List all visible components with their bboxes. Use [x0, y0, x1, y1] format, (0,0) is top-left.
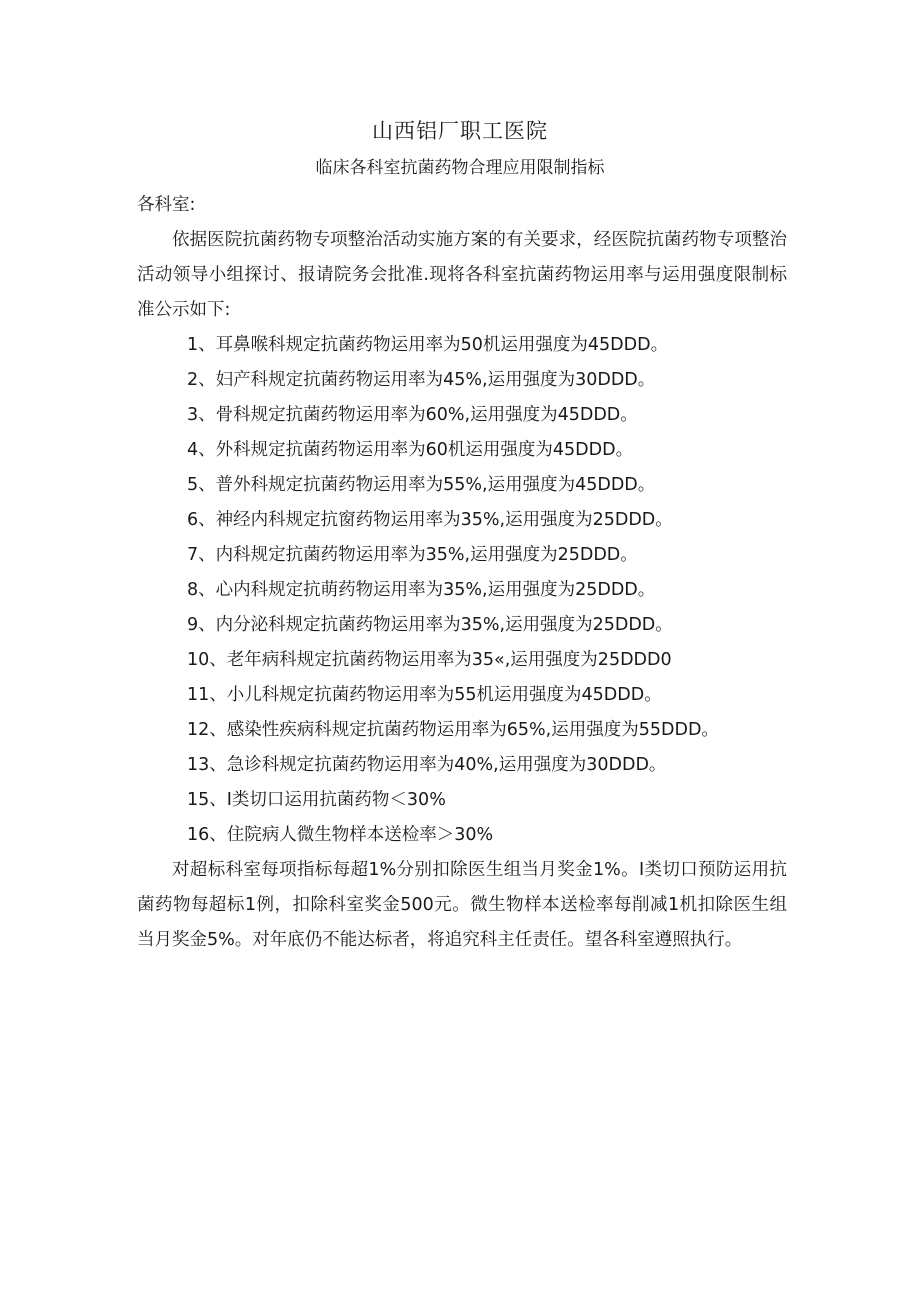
list-item: 12、感染性疾病科规定抗菌药物运用率为65%,运用强度为55DDD。: [187, 720, 719, 740]
list-item: 10、老年病科规定抗菌药物运用率为35«,运用强度为25DDD0: [187, 650, 672, 670]
list-item: 1、耳鼻喉科规定抗菌药物运用率为50机运用强度为45DDD。: [187, 335, 669, 355]
closing-paragraph: 对超标科室每项指标每超1%分别扣除医生组当月奖金1%。I类切口预防运用抗菌药物每超标1例，扣除科室奖金500元。微生物样本送检率每削减1机扣除医生组当月奖金5%。对年底仍不能达标者，将追究科主任责任。望各科室遵照执行。: [137, 860, 787, 950]
salutation: 各科室:: [137, 195, 196, 215]
list-item: 8、心内科规定抗萌药物运用率为35%,运用强度为25DDD。: [187, 580, 656, 600]
list-item: 9、内分泌科规定抗菌药物运用率为35%,运用强度为25DDD。: [187, 615, 673, 635]
list-item: 3、骨科规定抗菌药物运用率为60%,运用强度为45DDD。: [187, 405, 638, 425]
list-item: 11、小儿科规定抗菌药物运用率为55机运用强度为45DDD。: [187, 685, 662, 705]
document-title: 临床各科室抗菌药物合理应用限制指标: [315, 158, 605, 178]
list-item: 6、神经内科规定抗窗药物运用率为35%,运用强度为25DDD。: [187, 510, 673, 530]
list-item: 15、I类切口运用抗菌药物＜30%: [187, 790, 446, 810]
list-item: 5、普外科规定抗菌药物运用率为55%,运用强度为45DDD。: [187, 475, 656, 495]
list-item: 13、急诊科规定抗菌药物运用率为40%,运用强度为30DDD。: [187, 755, 667, 775]
document-body: [137, 188, 787, 958]
list-item: 2、妇产科规定抗菌药物运用率为45%,运用强度为30DDD。: [187, 370, 656, 390]
list-item: 16、住院病人微生物样本送检率＞30%: [187, 825, 494, 845]
intro-paragraph: 依据医院抗菌药物专项整治活动实施方案的有关要求，经医院抗菌药物专项整治活动领导小组探讨、报请院务会批准.现将各科室抗菌药物运用率与运用强度限制标准公示如下:: [137, 230, 787, 320]
list-item: 4、外科规定抗菌药物运用率为60机运用强度为45DDD。: [187, 440, 634, 460]
list-item: 7、内科规定抗菌药物运用率为35%,运用强度为25DDD。: [187, 545, 638, 565]
hospital-name: 山西铝厂职工医院: [372, 119, 548, 143]
limit-list: [137, 328, 787, 853]
